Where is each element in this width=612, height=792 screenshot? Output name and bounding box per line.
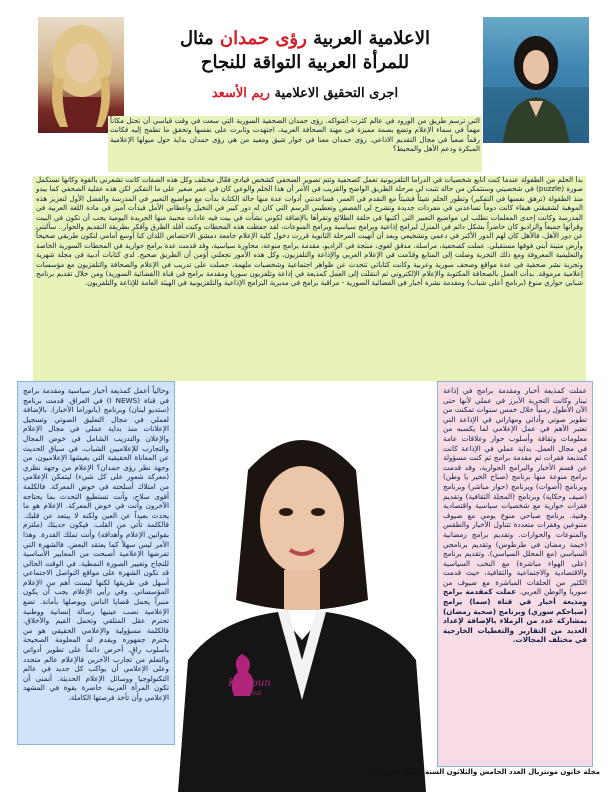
article-title [130, 28, 480, 50]
byline [130, 86, 480, 102]
logo-text: Khatoun [228, 678, 271, 689]
main-body [33, 176, 586, 381]
title-part2: مثال [179, 28, 214, 49]
center-portrait [178, 400, 426, 792]
title-name: رؤى حمدان [219, 28, 307, 49]
magazine-logo [200, 650, 290, 710]
title-part1: الاعلامية العربية [313, 28, 431, 49]
body-text: بدأ الحلم من الطفولة عندما كنت أتابع شخصيات في الدراما التلفزيونية تعمل كصحفية وتتم تصوير الصحفي كشخص قيادي فعّال مختلف وكل هذه الصفات كانت تشعرني بالقوة وكأنها تستكمل صورة (puzzle) في شخصيتي وستتمكن من حالة تثبت لي مرحلة الطريق الواضح والقريب في الأمر أن هذا الحلم والوعي كان في عمر صغير على ما التفكير لكن هذه عقلية الصحفي كما يبدو منذ الطفولة (ترهق نفسها في التفكير) وتطور الحلم شيئاً فشيئاً مع التقدم في العمر، فساعدتني أدوات عدة منها حالة الكتابة بدأت مع مواضيع التعبير في المدرسة والفضل الأول لتعزيز هذه الموهبة لشقيقتي هيفاء كانت دوماً تساعدني في مفردات جديدة وتشرح لي القصص وتعطيني الرسم التي كان له دور كبير في التخيل واعطاني الأمل فبدأت أميز في مادة اللغة العربية في المدرسة وكانت إحدى المعلمات تطلب لي مواضيع التعبير التي أكتبها في حلقة الطلائع وتقرأها بالإضافة لكوني نشأت في بيت فيه عادات محببة منها الجريدة اليومية يجب أن تكون في البيت وقرأتها جميعاً والراديو كان حاضراً بشكل دائم في المنزل لبرامج إذاعية وبرامج سياسية وبرامج المنوعات، لقد حفظت هذه المحطات وكنت أقلد الطرق وأفكر بطريقة التقديم والحوار.. سألتني عن دور الأهل، فالأهل كان لهم الدور الأكبر في دعمي وتشجيعي وبعد أن أنهيت المرحلة الثانوية قررت دخول كلية الإعلام جامعة دمشق الاختصاص اللذان كنا أوسع أمامي لتكون طريقي صحيحاً وأرض متينة أبني فوقها مستقبلي. عملت كصحفية، مراسلة، مدقق لغوي، منتجة في الراديو، مقدمة برامج منوعة، محاورة سياسية، وقد قدمت عدة برامج حوارية في المحطات السورية الخاصة والتعليمية المعروفة ومع ذلك التجربة وصلت إلى المتابع وقدّمت في الإعلام العربي والإذاعة والتلفزيون، وكل هذه الأمور تجعلني أؤمن أن الطريق صحيح. لدي كتابات أدبية في مجلة شهرية وتجربة نشر صحفية في عدة مواقع وصحف سورية وعربية وكانت كتاباتي تتحدث عن ظواهر اجتماعية وشخصيات ملهمة، حصلت على تدريب في الإعلام والصحافة والتلفزيون مع مؤسسات إعلامية مرموقة. بدأت العمل بالصحافة المكتوبة والإعلام الإلكتروني ثم انتقلت إلى العمل كمذيعة في إذاعة وتلفزيون سوريا ومقدمة برامج في قناة (الفضائية السورية) ومن خلال تقديم برنامج شبابي حواري منوع (برنامج أعلى شباب) ومقدمة نشرة أخبار في الفضائية السورية - مراقبة برامج في مديرية البرامج الإذاعية والتلفزيونية في الهيئة العامة للإذاعة والتلفزيون. [36, 176, 583, 288]
left-column-text: وحالياً أعمل كمذيعة أخبار سياسية ومقدمة برامج في قناة (I NEWS) في العراق. قدمت برنامج (ستديو لبنان) وبرنامج (بانوراما الأخبار). بالإضافة لعملي في مجال التعليق الصوتي وتسجيل الإعلانات منذ بداية عملي في مجال الإعلام والإعلان والتدريب الشامل في خوض المجال والتجارب للإعلاميين الشباب. في سياق الحديث عن المعاناة الحقيقية التي يعيشها الإعلاميون، من وجهة نظر رؤى حمدان؟ الإعلام من وجهة نظري (معركة شعور على كل شيء) ليتمكن الإعلامي من امتلاك أسلحته في خوض المعركة. فالكلمة أقوى سلاح، وأنت تستطيع التحدث بما يحتاجه الآخرون وأنت في خوض المعركة. الإعلام هو ما يحدث بعيداً عن العين ولكنه لا يبتعد عن قلبك. فالكلمة تأتي من القلب. فيكون حديثك (ملتزم بقوانين الإعلام وأهدافه) وأنت تملك القدرة. وهذا الأمر ليس سهلاً كما يعتقد البعض. فالشهرة التي تفرضها الإعلامية أصبحت من المعايير الأساسية للنجاح وتغيير الصورة النمطية. في الوقت الحالي قد تكون الشهرة على مواقع التواصل الاجتماعي أسهل في طريقها لكنها ليست أهم من الإعلام المؤسساتي. وفي رأيي الإعلام يجب أن يكون منبراً يحمل قضايا الناس ويوصلها بأمانة. تضع الإعلامية نصب عينيها رسالة إنسانية ووطنية تحترم عقل المتلقي وتحمل القيم والأخلاق. فالكلمة مسؤولية والإعلامي الحقيقي هو من يحترم جمهوره ويقدم له المعلومة الصحيحة بأسلوب راقٍ. أحرص دائماً على تطوير أدواتي والتعلم من تجارب الآخرين فالإعلام عالم متجدد وعلى الإعلامي أن يواكب كل جديد في عالم التكنولوجيا ووسائل الإعلام الحديثة. أتمنى أن تكون المرأة العربية حاضرة بقوة في المشهد الإعلامي وأن تأخذ فرصتها الكاملة. [23, 386, 169, 702]
page-footer: مجلة خاتون مونتريال العدد الخامس والثلاثون السنة الثالثة أيار 2023 [366, 768, 600, 776]
intro-paragraph [108, 116, 482, 172]
byline-prefix: اجرى التحقيق الاعلامية [274, 86, 399, 101]
portrait-right-figure [483, 17, 589, 143]
intro-text: التي ترسم طريق من الورود في عالم كثرت أشواكه. رؤى حمدان الصحفية السورية التي سعت في وقت قياسي أن تحتل مكاناً مهماً في سماء الإعلام وتضع بصمة مميزة في مهنة الصحافة العربية، اجتهدت وثابرت على نفسها وتحقق ما تطمح إليه فكانت رقماً صعباً في مجال التقديم الاذاعي. رؤى حمدان معنا في حوار شيق ومفيد من هي رؤى حمدان بداية حول ميولها الإعلامية المبكرة ودعم الأهل والمحيط؟ [110, 117, 480, 154]
right-column-bold-text: عملت كمقدمة برامج ومذيعة أخبار في قناة (سما) برامج (صباحكم سوري) وبرنامج (صحبة رمضان) بمشاركة عدد من الزملاء بالإضافة لإعداد العديد من التقارير والتغطيات الخارجية في مختلف المجالات. [443, 587, 587, 645]
logo-subtext: montreal [234, 690, 262, 697]
left-column [17, 381, 175, 745]
portrait-photo-right [483, 17, 589, 143]
right-column-text: عملت كمذيعة أخبار ومقدمة برامج في إذاعة نينار وكانت التجربة الأبرز في عملي لأنها حتى الآن الأطول زمنياً خلال خمس سنوات تمكنت من تطوير صوتي وأدائي ومهاراتي في الإذاعة التي تعتبر الأهم في عمل الإعلامي لما يكسبه من معلومات وثقافة وأسلوب حوار وعلاقات عامة في مجال العمل. بداية عملي في الإذاعة كانت كمذيعة فقرات ثم مقدمة برامج ثم كنت مسؤولة عن قسم الأخبار والبرامج الحوارية، وقد قدمت برامج منوعة منها برنامج (صباح الخير يا وطن) وبرنامج (أصوات) وبرنامج (حوار مباشر) وبرنامج (ضيف وحكاية) وبرنامج (المجلة الثقافية) وتقديم فقرات حوارية مع شخصيات سياسية واقتصادية وفنية. برنامج صباحي منوع يومي مع ضيوف متنوعين وفقرات متعددة تتناول الأخبار والطقس والمنوعات والحوارات. وتقديم برامج رمضانية (خيمة رمضان في طرطوس) وتقديم برنامجي السياسي (مع المحلل السياسي). وتقديم برنامج (على الهواء مباشرة) مع النخب السياسية والاقتصادية والاجتماعية والثقافية، حيث قدمت الكثير من الحلقات المباشرة مع ضيوف من سوريا والوطن العربي. [443, 386, 587, 597]
center-portrait-figure [178, 400, 426, 792]
byline-name: ريم الأسعد [211, 86, 270, 101]
article-title-line2: للمرأة العربية التواقة للنجاح [200, 52, 410, 73]
right-column [437, 381, 593, 767]
